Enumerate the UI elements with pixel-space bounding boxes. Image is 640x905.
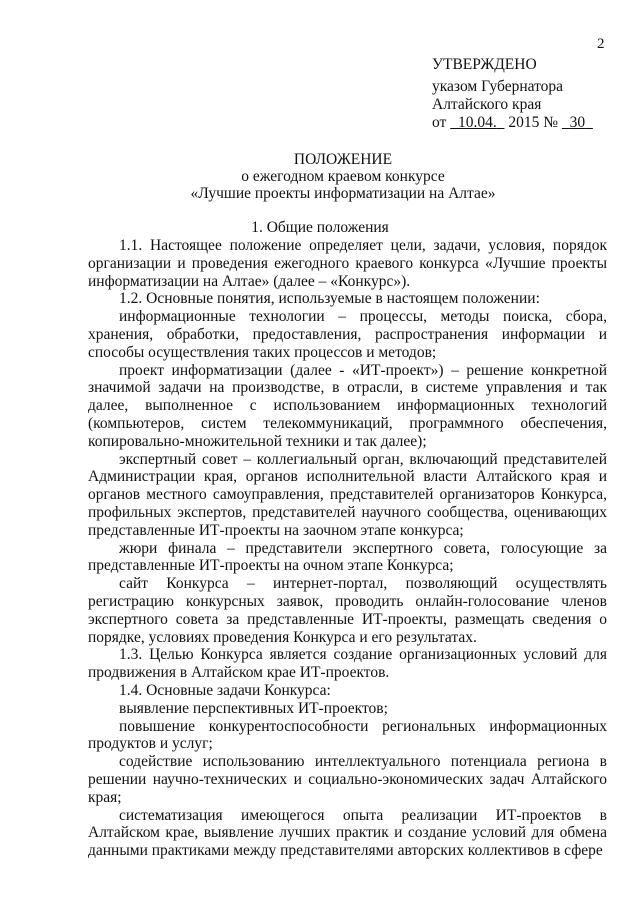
date-prefix: от (432, 114, 447, 131)
document-title-block (0, 151, 640, 202)
paragraph: 1.2. Основные понятия, используемые в настоящем положении: (119, 290, 540, 308)
paragraph: повышение конкурентоспособности региональных информационных продуктов и услуг; (88, 717, 607, 753)
page-number: 2 (597, 36, 605, 52)
document-body (88, 237, 607, 860)
paragraph: 1.1. Настоящее положение определяет цели, задачи, условия, порядок организации и проведения ежегодного краевого конкурса «Лучшие проекты информатизации на Алтае» (далее – «Конкурс»). (88, 237, 607, 290)
date-year: 2015 (508, 114, 540, 131)
paragraph: 1.4. Основные задачи Конкурса: (119, 681, 331, 699)
paragraph: содействие использованию интеллектуального потенциала региона в решении научно-технических и социально-экономических задач Алтайского края; (88, 753, 607, 806)
paragraph: выявление перспективных ИТ-проектов; (119, 699, 388, 717)
paragraph: жюри финала – представители экспертного совета, голосующие за представленные ИТ-проекты на очном этапе Конкурса; (88, 539, 607, 575)
section-title: 1. Общие положения (251, 219, 389, 236)
paragraph: систематизация имеющегося опыта реализации ИТ-проектов в Алтайском крае, выявление лучших практик и создание условий для обмена данными практиками между представителями авторских коллективов в сфере (88, 806, 607, 860)
paragraph: информационные технологии – процессы, методы поиска, сбора, хранения, обработки, предоставления, распространения информации и способы осуществления таких процессов и методов; (88, 308, 607, 361)
paragraph: проект информатизации (далее - «ИТ-проект») – решение конкретной значимой задачи на производстве, в отрасли, в системе управления и так далее, выполненное с использованием информационных технологий (компьютеров, систем телекоммуникаций, программного обеспечения, копировально-множительной техники и так далее); (88, 361, 607, 450)
approval-block (432, 56, 593, 132)
date-value-text: 10.04. (457, 114, 497, 131)
paragraph: 1.3. Целью Конкурса является создание организационных условий для продвижения в Алтайском крае ИТ-проектов. (88, 646, 607, 682)
document-subtitle-2: «Лучшие проекты информатизации на Алтае» (190, 185, 496, 202)
number-value-text: 30 (569, 114, 586, 131)
approval-stamp: УТВЕРЖДЕНО (432, 56, 537, 73)
document-subtitle-1: о ежегодном краевом конкурсе (241, 168, 445, 185)
paragraph: сайт Конкурса – интернет-портал, позволяющий осуществлять регистрацию конкурсных заявок, проводить онлайн-голосование членов экспертного совета за представленные ИТ-проекты, размещать сведения о порядке, условиях проведения Конкурса и его результатах. (88, 575, 607, 646)
number-value (562, 114, 593, 131)
approval-date-line (432, 114, 593, 132)
document-title: ПОЛОЖЕНИЕ (293, 151, 393, 168)
approval-line-2: Алтайского края (432, 96, 542, 113)
paragraph: экспертный совет – коллегиальный орган, включающий представителей Администрации края, органов исполнительной власти Алтайского края и органов местного самоуправления, представителей организаторов Конкурса, профильных экспертов, представителей научного сообщества, оценивающих представленные ИТ-проекты на заочном этапе конкурса; (88, 450, 607, 539)
number-sign: № (543, 114, 558, 131)
approval-line-1: указом Губернатора (432, 78, 564, 95)
date-value (450, 114, 504, 131)
